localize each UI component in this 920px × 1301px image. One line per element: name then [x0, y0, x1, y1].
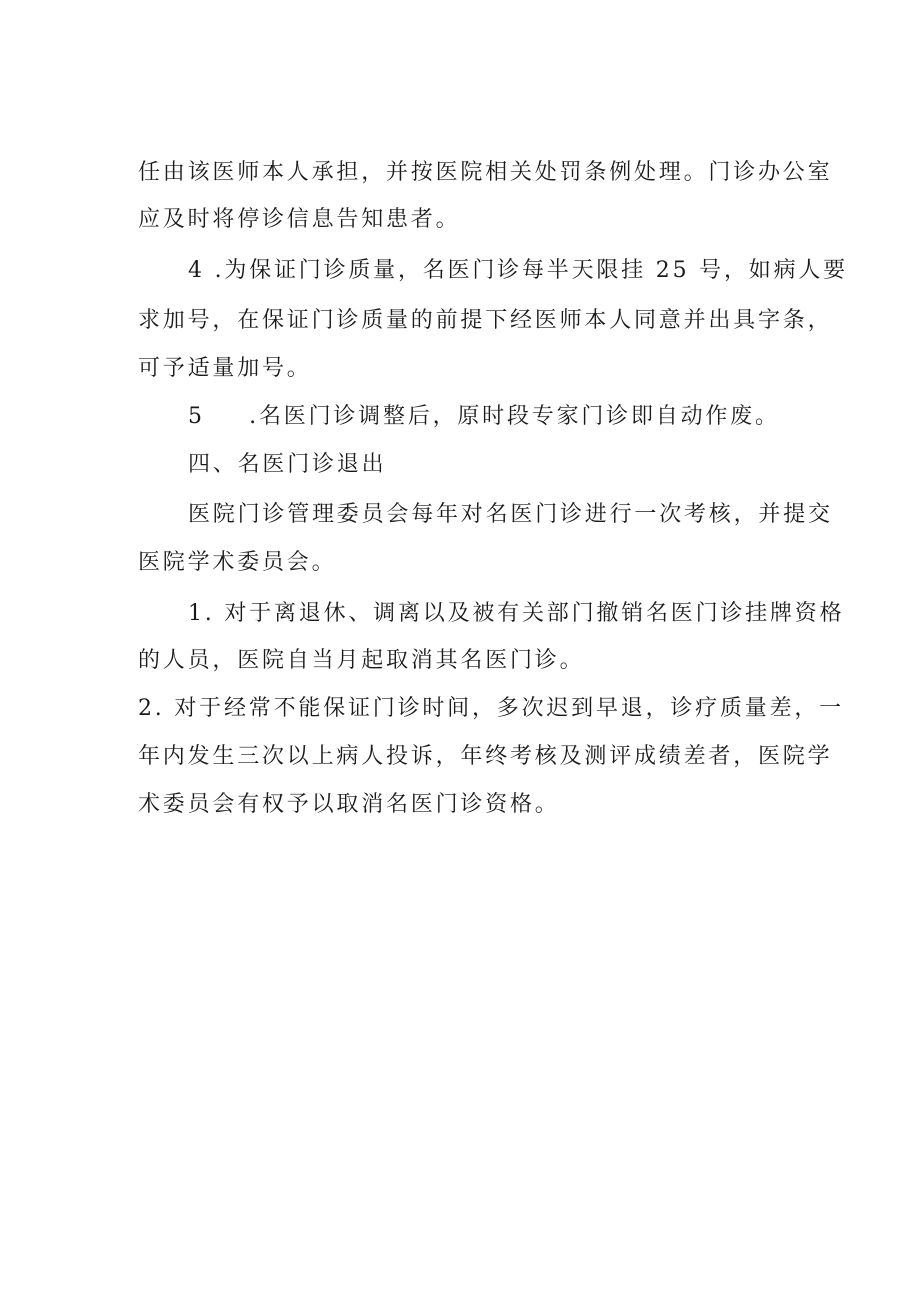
- paragraph-line: 医院学术委员会。: [138, 550, 337, 575]
- paragraph-line: 求加号，在保证门诊质量的前提下经医师本人同意并出具字条，: [138, 308, 833, 333]
- paragraph-line: 术委员会有权予以取消名医门诊资格。: [138, 792, 560, 817]
- paragraph-line: 应及时将停诊信息告知患者。: [138, 207, 461, 232]
- list-item-1: 1. 对于离退休、调离以及被有关部门撤销名医门诊挂牌资格: [188, 601, 845, 626]
- paragraph-line: 医院门诊管理委员会每年对名医门诊进行一次考核，并提交: [188, 502, 833, 527]
- paragraph-line: 的人员，医院自当月起取消其名医门诊。: [138, 648, 585, 673]
- list-item-4: 4 .为保证门诊质量，名医门诊每半天限挂 25 号，如病人要: [188, 258, 848, 283]
- list-item-2: 2. 对于经常不能保证门诊时间，多次迟到早退，诊疗质量差，一: [138, 696, 844, 721]
- paragraph-line: 可予适量加号。: [138, 356, 312, 381]
- section-heading: 四、名医门诊退出: [188, 452, 387, 477]
- list-item-5: 5 .名医门诊调整后，原时段专家门诊即自动作废。: [188, 404, 780, 429]
- paragraph-line: 年内发生三次以上病人投诉，年终考核及测评成绩差者，医院学: [138, 744, 833, 769]
- paragraph-line: 任由该医师本人承担，并按医院相关处罚条例处理。门诊办公室: [138, 160, 833, 185]
